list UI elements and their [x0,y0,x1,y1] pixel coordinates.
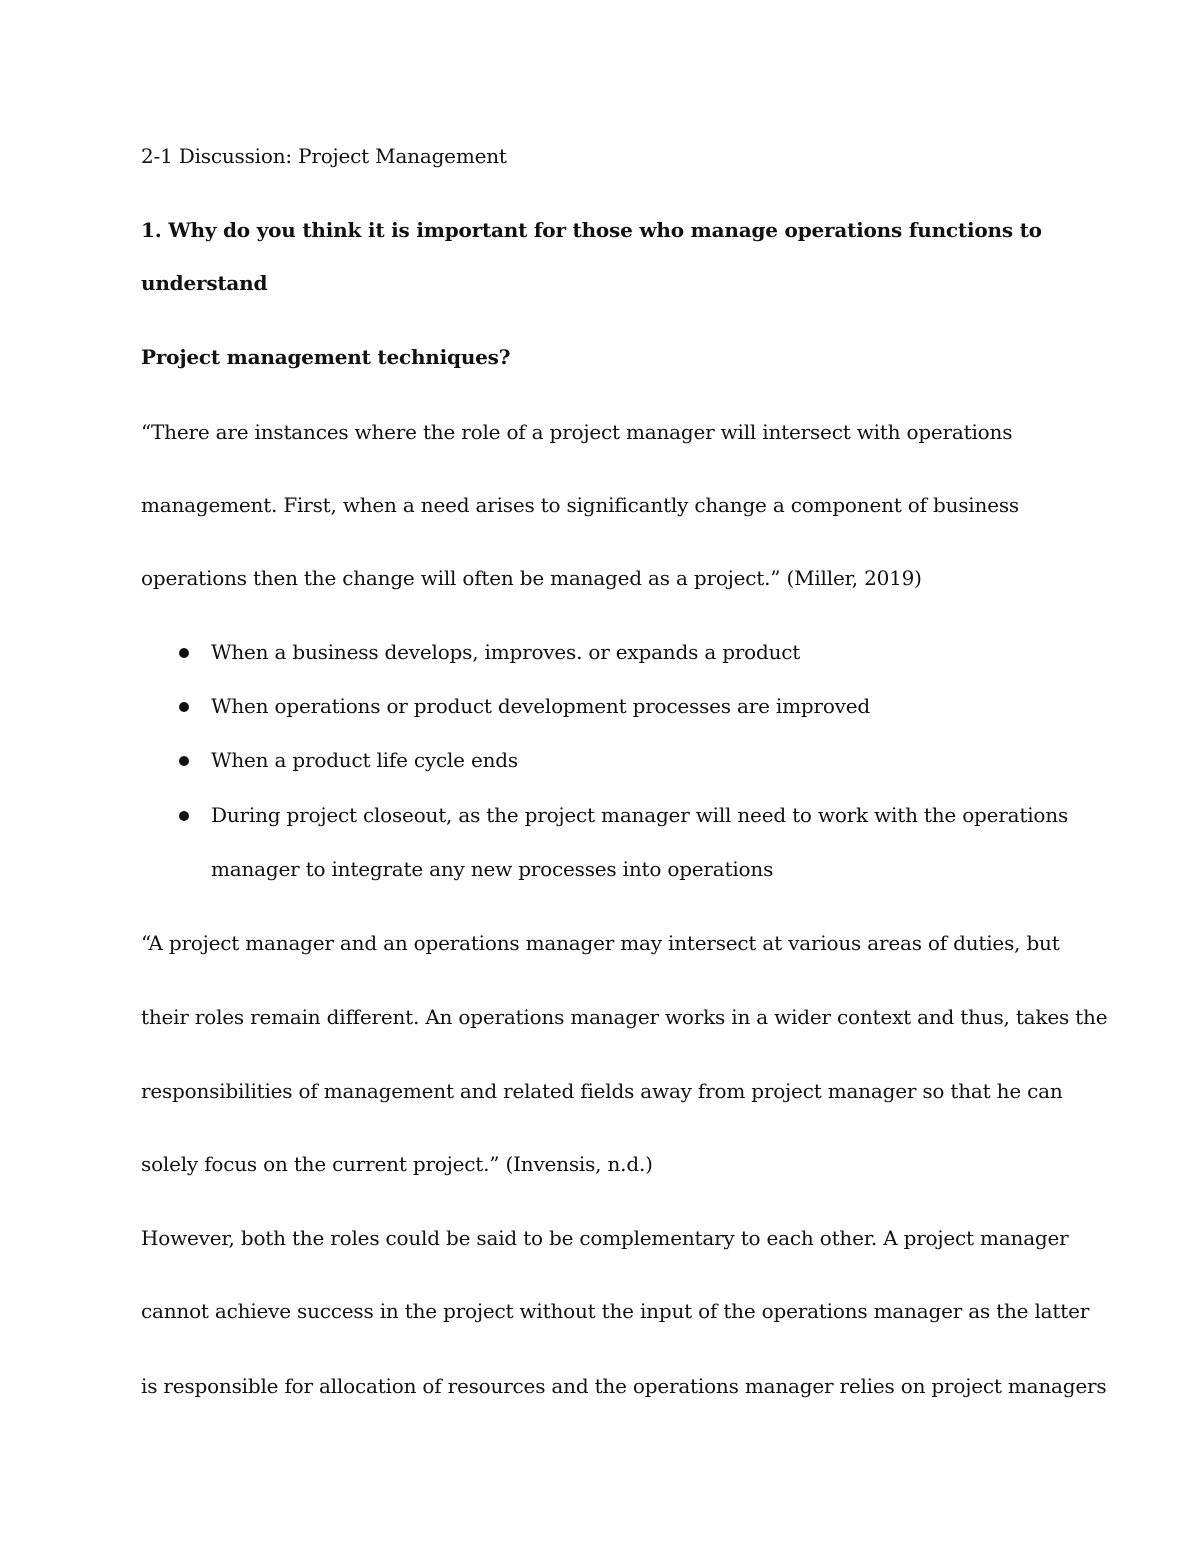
quote2-line-4: solely focus on the current project.” (Invensis, n.d.) [141,1152,653,1176]
bullet-marker [179,648,189,658]
bullet-item-4-continued: manager to integrate any new processes into operations [211,857,774,881]
quote2-line-2: their roles remain different. An operations manager works in a wider context and thus, takes the [141,1005,1108,1029]
bullet-marker [179,702,189,712]
bullet-item-3: When a product life cycle ends [211,748,518,772]
document-title: 2-1 Discussion: Project Management [141,144,507,168]
paragraph3-line-2: cannot achieve success in the project without the input of the operations manager as the latter [141,1299,1090,1323]
quote1-line-3: operations then the change will often be managed as a project.” (Miller, 2019) [141,566,922,590]
paragraph3-line-1: However, both the roles could be said to be complementary to each other. A project manager [141,1226,1069,1250]
bullet-marker [179,756,189,766]
bullet-item-1: When a business develops, improves. or expands a product [211,640,801,664]
bullet-item-2: When operations or product development processes are improved [211,694,870,718]
quote2-line-3: responsibilities of management and related fields away from project manager so that he can [141,1079,1063,1103]
paragraph3-line-3: is responsible for allocation of resources and the operations manager relies on project managers [141,1374,1107,1398]
bullet-marker [179,811,189,821]
bullet-item-4: During project closeout, as the project manager will need to work with the operations [211,803,1069,827]
question-line-1: 1. Why do you think it is important for those who manage operations functions to [141,218,1042,242]
quote1-line-2: management. First, when a need arises to significantly change a component of business [141,493,1019,517]
question-line-2: understand [141,271,268,295]
question-line-3: Project management techniques? [141,345,511,369]
quote2-line-1: “A project manager and an operations manager may intersect at various areas of duties, but [141,931,1060,955]
quote1-line-1: “There are instances where the role of a project manager will intersect with operations [141,420,1013,444]
